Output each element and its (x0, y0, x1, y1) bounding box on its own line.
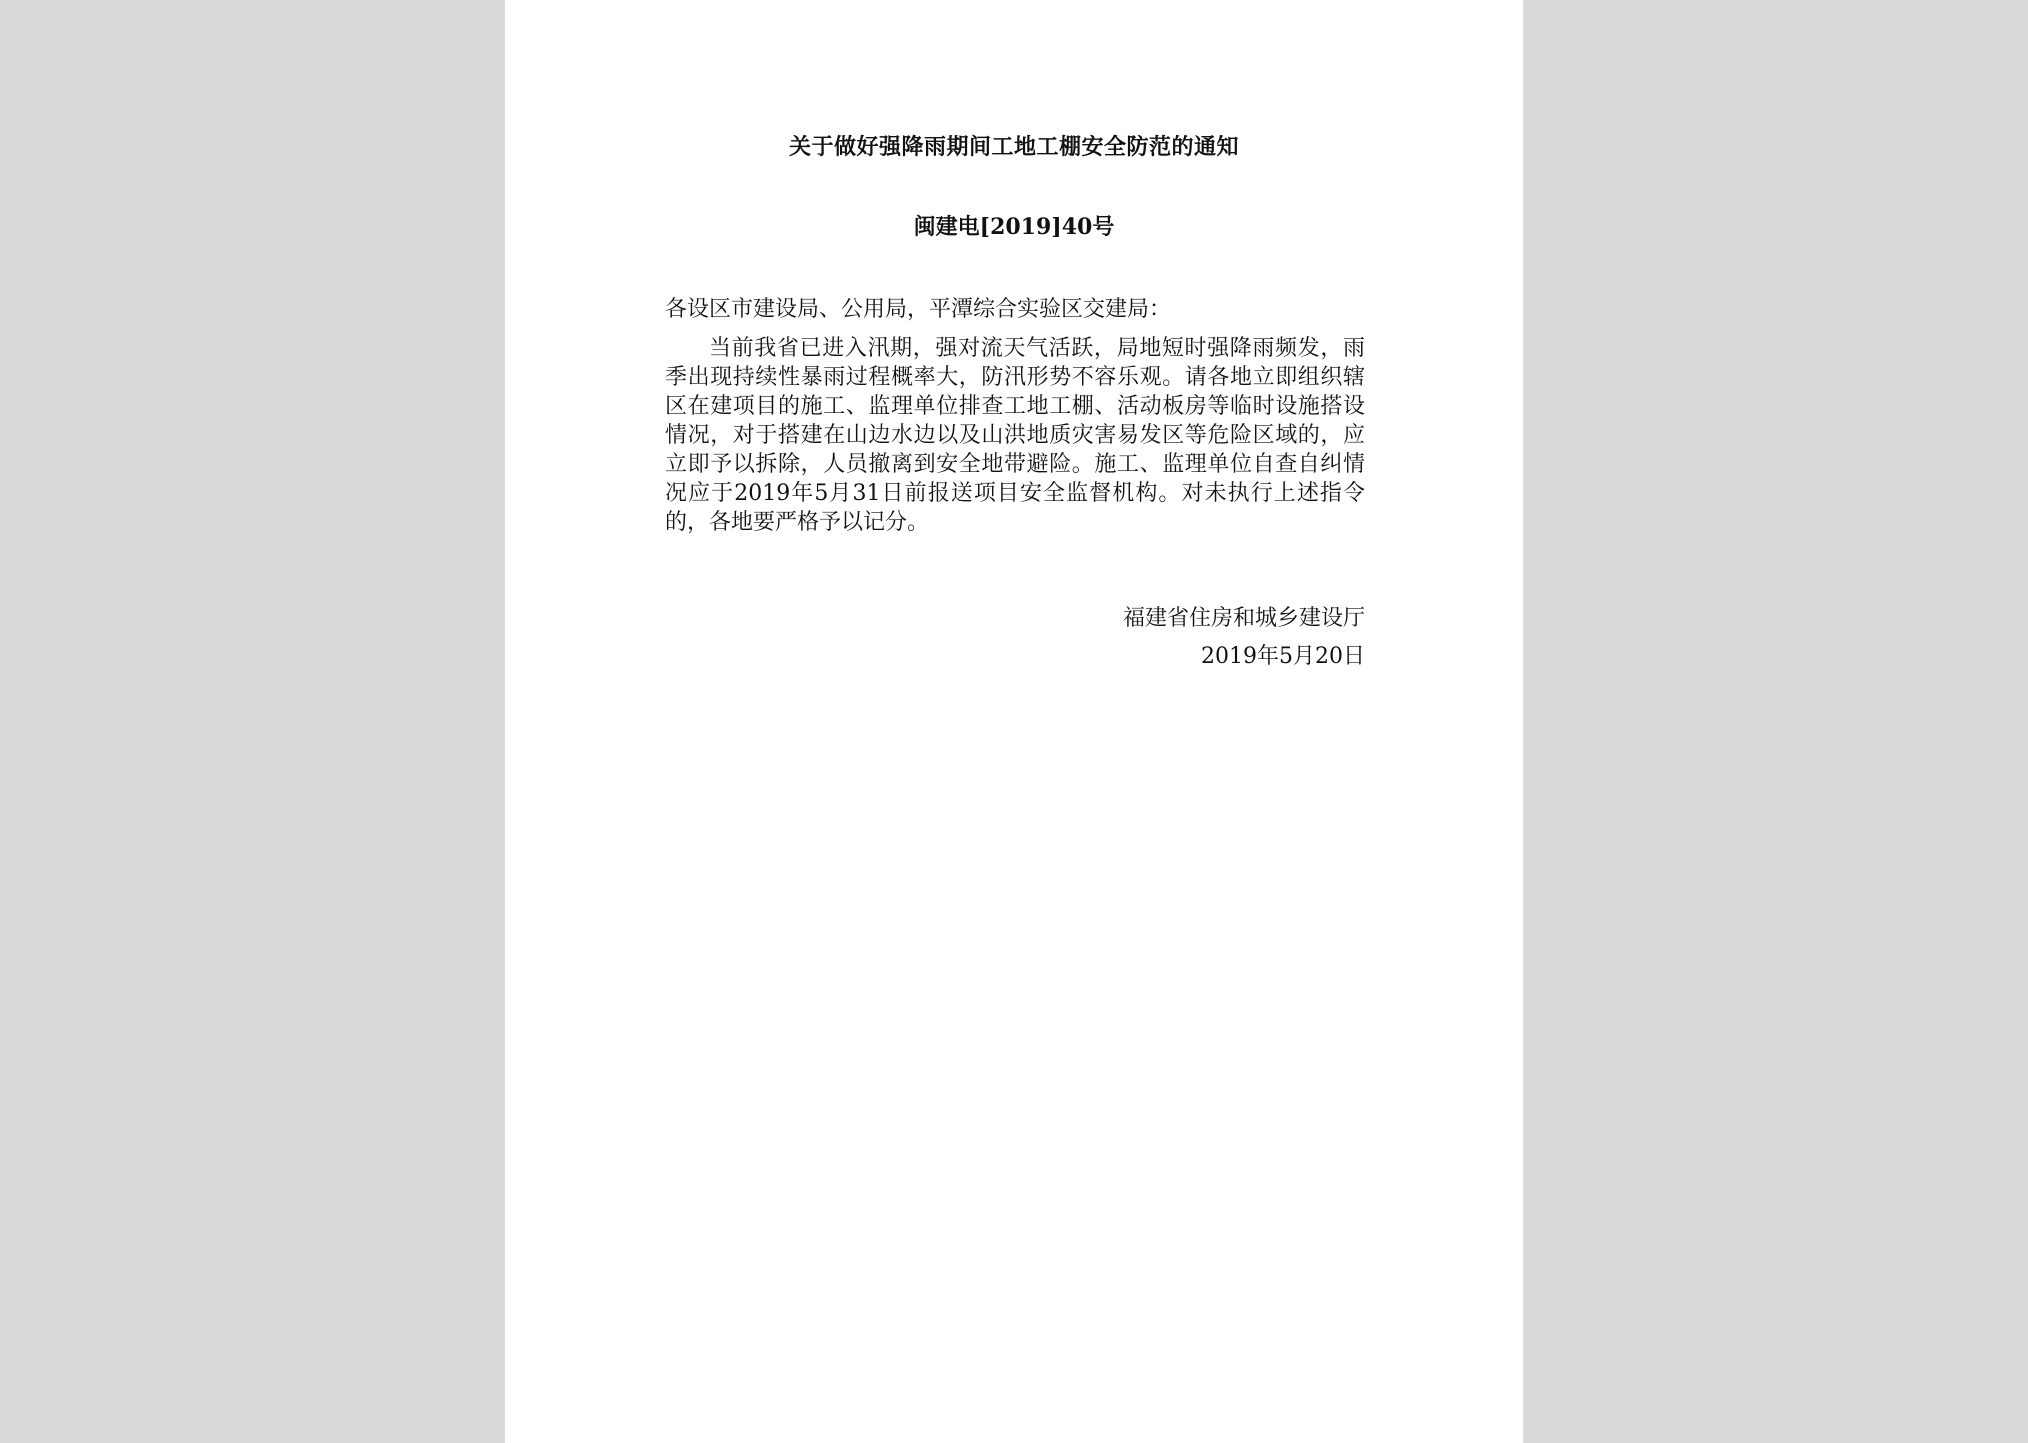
issuer-name: 福建省住房和城乡建设厅 (1122, 606, 1365, 631)
document-page (505, 0, 1523, 1443)
signature-block (665, 600, 1365, 676)
document-title: 关于做好强降雨期间工地工棚安全防范的通知 (788, 134, 1239, 160)
salutation: 各设区市建设局、公用局，平潭综合实验区交建局： (665, 297, 1172, 322)
body-paragraph: 当前我省已进入汛期，强对流天气活跃，局地短时强降雨频发，雨季出现持续性暴雨过程概率大，防汛形势不容乐观。请各地立即组织辖区在建项目的施工、监理单位排查工地工棚、活动板房等临时设施搭设情况，对于搭建在山边水边以及山洪地质灾害易发区等危险区域的，应立即予以拆除，人员撤离到安全地带避险。施工、监理单位自查自纠情况应于2019年5月31日前报送项目安全监督机构。对未执行上述指令的，各地要严格予以记分。 (665, 336, 1365, 535)
document-body (665, 295, 1365, 537)
document-number: 闽建电[2019]40号 (913, 214, 1115, 240)
issue-date: 2019年5月20日 (1201, 644, 1365, 669)
